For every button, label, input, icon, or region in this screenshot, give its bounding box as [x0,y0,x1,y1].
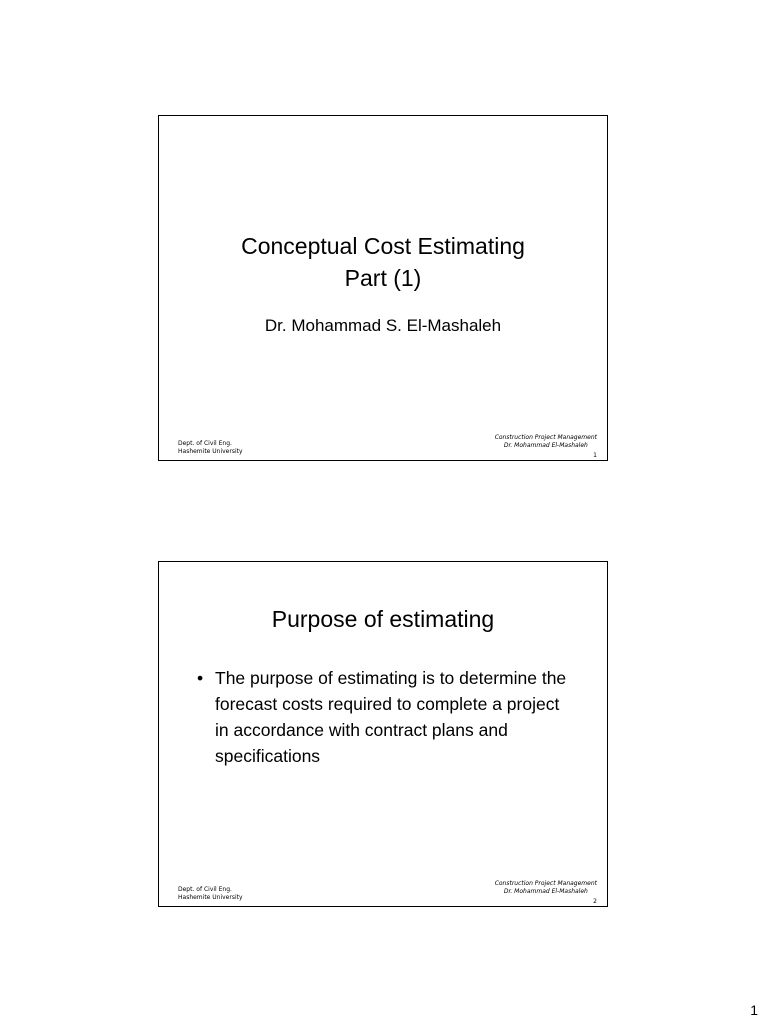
footer-course [495,434,597,450]
footer-department [178,886,243,902]
slide-number: 2 [593,898,597,905]
footer-course [495,880,597,896]
footer-right-line-1: Construction Project Management [494,880,597,887]
footer-right-line-2: Dr. Mohammad El-Mashaleh [503,888,588,895]
slide-1 [158,115,608,461]
footer-left-line-2: Hashemite University [178,448,243,455]
author-name: Dr. Mohammad S. El-Mashaleh [264,316,502,335]
bullet-item: • The purpose of estimating is to determine the forecast costs required to complete a project in accordance with contract plans and specifications [195,665,577,769]
slide-2 [158,561,608,907]
slide-title [159,230,607,294]
slide-number: 1 [593,452,597,459]
page-number: 1 [750,1002,758,1018]
title-line-2: Part (1) [344,265,422,291]
footer-left-line-2: Hashemite University [178,894,243,901]
footer-right-line-2: Dr. Mohammad El-Mashaleh [503,442,588,449]
footer-department [178,440,243,456]
footer-left-line-1: Dept. of Civil Eng. [178,440,232,447]
slide-title: Purpose of estimating [271,606,495,632]
footer-right-line-1: Construction Project Management [494,434,597,441]
footer-left-line-1: Dept. of Civil Eng. [178,886,232,893]
title-line-1: Conceptual Cost Estimating [241,233,525,259]
bullet-list [195,665,577,769]
